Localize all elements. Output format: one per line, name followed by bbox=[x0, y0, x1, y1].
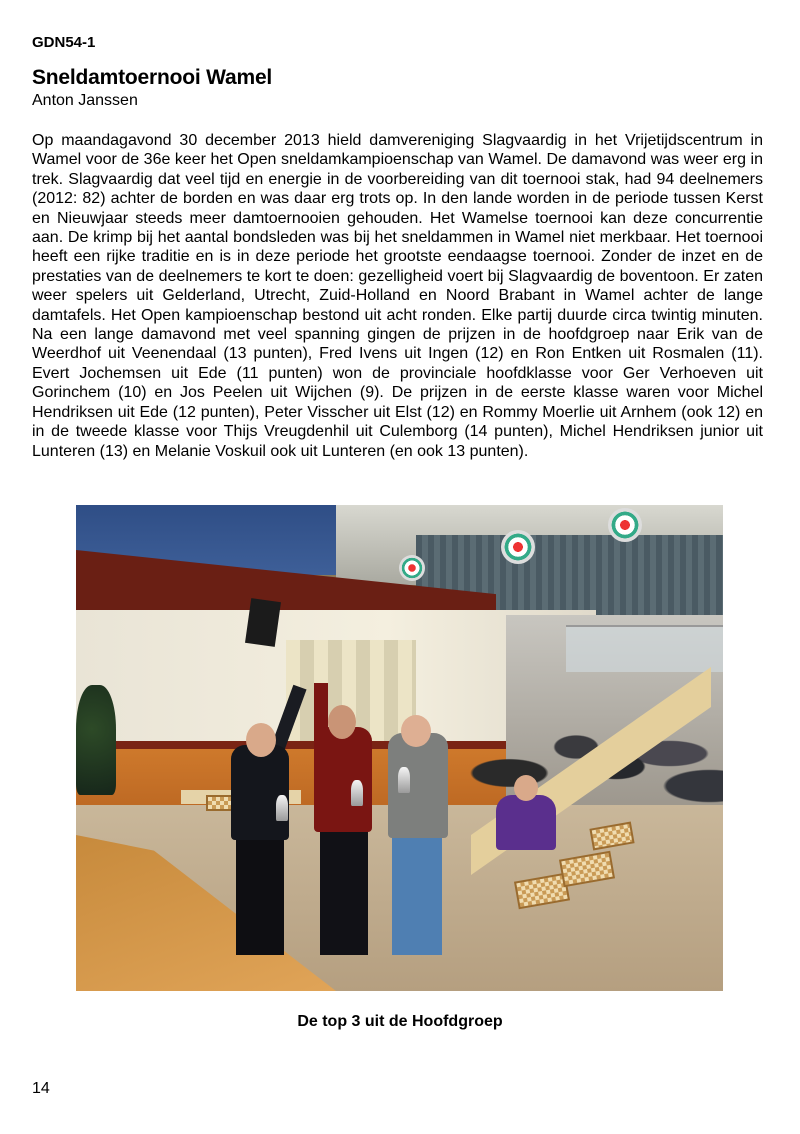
speaker-icon bbox=[245, 598, 281, 647]
article-photo bbox=[76, 505, 723, 991]
trophy-icon bbox=[351, 780, 363, 806]
winner-1-body bbox=[231, 745, 289, 840]
article-title: Sneldamtoernooi Wamel bbox=[32, 66, 273, 89]
article-body: Op maandagavond 30 december 2013 hield damvereniging Slagvaardig in het Vrijetijdscentrum in Wamel voor de 36e keer het Open sneldamkampioenschap van Wamel. De damavond was weer erg in trek. Slagvaardig dat veel tijd en energie in de voorbereiding van dit toernooi stak, had 94 deelnemers (2012: 82) achter de borden en was daar erg trots op. In den lande worden in de periode tussen Kerst en Nieuwjaar steeds meer damtoernooien gehouden. Het Wamelse toernooi kan deze concurrentie aan. De krimp bij het aantal bondsleden was bij het sneldammen in Wamel niet merkbaar. Het toernooi heeft een rijke traditie en is in deze periode het grootste eendaagse toernooi. Zonder de inzet en de prestaties van de deelnemers te kort te doen: gezelligheid voert bij Slagvaardig de boventoon. Er zaten weer spelers uit Gelderland, Utrecht, Zuid-Holland en Noord Brabant in Wamel achter de lange damtafels. Het Open kampioenschap bestond uit acht ronden. Elke partij duurde circa twintig minuten. Na een lange damavond met veel spanning gingen de prijzen in de hoofdgroep naar Erik van de Weerdhof uit Veenendaal (13 punten), Fred Ivens uit Ingen (12) en Ron Entken uit Rosmalen (11). Evert Jochemsen uit Ede (11 punten) won de provinciale hoofdklasse voor Ger Verhoeven uit Gorinchem (10) en Jos Peelen uit Wijchen (9). De prijzen in de eerste klasse waren voor Michel Hendriksen uit Ede (12 punten), Peter Visscher uit Elst (12) en Rommy Moerlie uit Arnhem (ook 12) en in de tweede klasse voor Thijs Vreugdenhil uit Culemborg (14 punten), Michel Hendriksen junior uit Lunteren (13) en Melanie Voskuil ook uit Lunteren (en ook 13 punten). bbox=[32, 132, 763, 460]
winner-2-legs bbox=[320, 825, 368, 955]
article-author: Anton Janssen bbox=[32, 92, 138, 109]
trophy-icon bbox=[398, 767, 410, 793]
winner-3-legs bbox=[392, 830, 442, 955]
stage-light-icon bbox=[608, 508, 642, 542]
seated-player-head bbox=[514, 775, 538, 801]
trophy-icon bbox=[276, 795, 288, 821]
photo-balcony bbox=[566, 625, 723, 672]
seated-player bbox=[496, 795, 556, 850]
stage-light-icon bbox=[399, 555, 425, 581]
winner-3-head bbox=[401, 715, 431, 747]
photo-caption: De top 3 uit de Hoofdgroep bbox=[297, 1013, 503, 1030]
page-number: 14 bbox=[32, 1080, 50, 1097]
winner-1-head bbox=[246, 723, 276, 757]
winner-2-body bbox=[314, 727, 372, 832]
winner-3-body bbox=[388, 733, 448, 838]
stage-light-icon bbox=[501, 530, 535, 564]
document-id: GDN54-1 bbox=[32, 34, 96, 51]
winner-2-head bbox=[328, 705, 356, 739]
winner-1-legs bbox=[236, 835, 284, 955]
christmas-tree-icon bbox=[76, 685, 116, 795]
